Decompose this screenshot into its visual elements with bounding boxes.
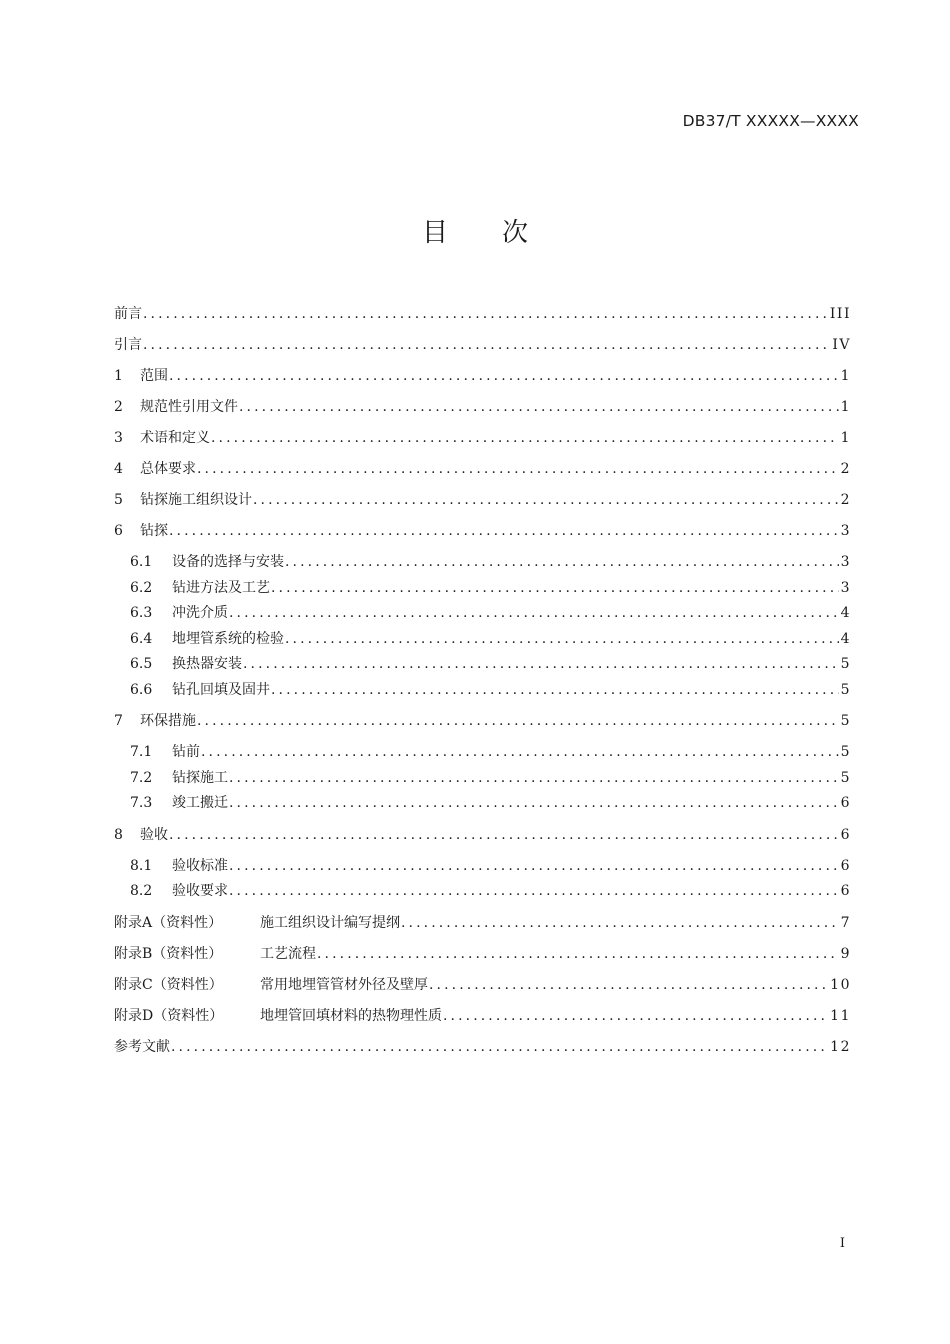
toc-entry-section-6-4[interactable]	[114, 627, 851, 653]
toc-entry-number: 5	[114, 492, 123, 508]
dot-leader	[171, 1032, 828, 1063]
toc-entry-page: 2	[840, 492, 851, 508]
toc-entry-page: 7	[840, 914, 851, 931]
toc-entry-page: 5	[840, 744, 851, 760]
toc-entry-number: 8.1	[130, 857, 153, 874]
toc-entry-page: 5	[840, 713, 851, 729]
toc-entry-number: 附录C（资料性）	[114, 976, 223, 993]
toc-entry-number: 4	[114, 461, 123, 477]
toc-entry-appendix-d[interactable]	[114, 1001, 851, 1032]
toc-entry-section-7-1[interactable]	[114, 740, 851, 766]
toc-entry-page: 6	[840, 857, 851, 874]
toc-title-char: 次	[502, 218, 529, 248]
toc-entry-title: 施工组织设计编写提纲	[260, 914, 400, 931]
toc-entry-number: 2	[114, 399, 123, 415]
toc-entry-title: 术语和定义	[140, 430, 210, 446]
toc-entry-page: 9	[840, 945, 851, 962]
toc-entry-title: 钻进方法及工艺	[172, 579, 270, 596]
dot-leader	[169, 361, 839, 392]
toc-entry-section-5[interactable]	[114, 485, 851, 516]
toc-entry-page: 11	[830, 1007, 851, 1024]
toc-entry-section-7-3[interactable]	[114, 791, 851, 817]
dot-leader	[271, 678, 839, 704]
toc-entry-number: 1	[114, 368, 123, 384]
toc-entry-title: 引言	[114, 337, 142, 353]
toc-entry-section-8-1[interactable]	[114, 854, 851, 880]
toc-entry-page: 5	[840, 656, 851, 672]
dot-leader	[317, 939, 839, 970]
toc-entry-number: 7	[114, 713, 123, 729]
dot-leader	[143, 330, 830, 361]
toc-entry-title: 验收	[140, 826, 168, 843]
toc-entry-section-6-1[interactable]	[114, 550, 851, 576]
toc-entry-title: 钻探施工	[172, 769, 228, 786]
toc-entry-page: 6	[840, 883, 851, 899]
dot-leader	[197, 706, 839, 737]
toc-entry-section-8-2[interactable]	[114, 879, 851, 905]
toc-entry-number: 7.1	[130, 744, 153, 760]
dot-leader	[201, 740, 839, 766]
toc-entry-page: 3	[840, 554, 851, 570]
toc-entry-section-8[interactable]	[114, 820, 851, 851]
toc-entry-preface[interactable]	[114, 299, 851, 330]
toc-entry-title: 地埋管回填材料的热物理性质	[260, 1007, 442, 1024]
toc-entry-page: 5	[840, 681, 851, 698]
toc-entry-page: IV	[832, 337, 851, 353]
toc-entry-section-1[interactable]	[114, 361, 851, 392]
document-code: DB37/T XXXXX—XXXX	[682, 112, 859, 130]
toc-entry-number: 6.4	[130, 630, 153, 647]
toc-entry-title: 钻探施工组织设计	[140, 492, 252, 508]
dot-leader	[229, 601, 839, 627]
toc-entry-page: 1	[840, 368, 851, 384]
toc-entry-references[interactable]	[114, 1032, 851, 1063]
toc-entry-title: 冲洗介质	[172, 605, 228, 621]
toc-title	[0, 212, 950, 249]
toc-entry-number: 6.1	[130, 554, 153, 570]
toc-entry-title: 竣工搬迁	[172, 795, 228, 811]
toc-entry-section-3[interactable]	[114, 423, 851, 454]
toc-entry-number: 8.2	[130, 883, 153, 899]
toc-entry-page: 12	[830, 1038, 851, 1055]
toc-entry-title: 环保措施	[140, 713, 196, 729]
toc-entry-appendix-b[interactable]	[114, 939, 851, 970]
toc-entry-title: 规范性引用文件	[140, 399, 238, 415]
toc-entry-page: 6	[840, 795, 851, 811]
toc-entry-title: 前言	[114, 306, 142, 322]
toc-entry-section-7[interactable]	[114, 706, 851, 737]
toc-entry-section-4[interactable]	[114, 454, 851, 485]
toc-entry-number: 6.2	[130, 579, 153, 596]
toc-entry-title: 验收要求	[172, 883, 228, 899]
toc-entry-appendix-c[interactable]	[114, 970, 851, 1001]
dot-leader	[211, 423, 839, 454]
dot-leader	[143, 299, 828, 330]
toc-entry-title: 总体要求	[140, 461, 196, 477]
toc-entry-section-6-5[interactable]	[114, 652, 851, 678]
dot-leader	[429, 970, 828, 1001]
toc-entry-page: 1	[840, 430, 851, 446]
toc-entry-title: 换热器安装	[172, 656, 242, 672]
toc-entry-title: 参考文献	[114, 1038, 170, 1055]
toc-entry-page: 1	[840, 399, 851, 415]
toc-entry-page: 2	[840, 461, 851, 477]
toc-entry-number: 6.5	[130, 656, 153, 672]
dot-leader	[169, 820, 839, 851]
toc-entry-page: 10	[830, 976, 851, 993]
toc-entry-page: 5	[840, 769, 851, 786]
page-number: I	[839, 1236, 845, 1251]
toc-entry-number: 3	[114, 430, 123, 446]
toc-entry-title: 验收标准	[172, 857, 228, 874]
dot-leader	[197, 454, 839, 485]
toc-entry-number: 附录A（资料性）	[114, 914, 223, 931]
dot-leader	[285, 627, 839, 653]
table-of-contents	[114, 299, 851, 1063]
toc-entry-title: 工艺流程	[260, 945, 316, 962]
toc-entry-section-6-6[interactable]	[114, 678, 851, 704]
toc-entry-number: 8	[114, 826, 123, 843]
toc-entry-number: 7.3	[130, 795, 153, 811]
dot-leader	[229, 791, 839, 817]
dot-leader	[253, 485, 839, 516]
toc-entry-section-6-3[interactable]	[114, 601, 851, 627]
dot-leader	[285, 550, 839, 576]
toc-entry-title: 钻探	[140, 523, 168, 539]
toc-entry-section-7-2[interactable]	[114, 766, 851, 792]
toc-entry-page: 6	[840, 826, 851, 843]
toc-entry-title: 常用地埋管管材外径及壁厚	[260, 976, 428, 993]
dot-leader	[443, 1001, 828, 1032]
toc-entry-number: 6.6	[130, 681, 153, 698]
toc-entry-number: 6.3	[130, 605, 153, 621]
toc-entry-page: 4	[840, 605, 851, 621]
dot-leader	[229, 854, 839, 880]
toc-title-char: 目	[421, 218, 448, 248]
toc-entry-page: 4	[840, 630, 851, 647]
toc-entry-number: 附录B（资料性）	[114, 945, 223, 962]
toc-entry-number: 附录D（资料性）	[114, 1007, 224, 1024]
toc-entry-title: 设备的选择与安装	[172, 554, 284, 570]
toc-entry-appendix-a[interactable]	[114, 908, 851, 939]
toc-entry-title: 范围	[140, 368, 168, 384]
toc-entry-title: 地埋管系统的检验	[172, 630, 284, 647]
dot-leader	[401, 908, 839, 939]
toc-entry-page: 3	[840, 579, 851, 596]
toc-entry-intro[interactable]	[114, 330, 851, 361]
toc-entry-section-6-2[interactable]	[114, 576, 851, 602]
toc-entry-number: 7.2	[130, 769, 153, 786]
toc-entry-section-2[interactable]	[114, 392, 851, 423]
toc-entry-page: 3	[840, 523, 851, 539]
toc-entry-title: 钻前	[172, 744, 200, 760]
toc-entry-section-6[interactable]	[114, 516, 851, 547]
dot-leader	[229, 879, 839, 905]
dot-leader	[243, 652, 839, 678]
dot-leader	[169, 516, 839, 547]
toc-entry-number: 6	[114, 523, 123, 539]
dot-leader	[239, 392, 839, 423]
dot-leader	[271, 576, 839, 602]
toc-entry-page: III	[829, 306, 851, 322]
dot-leader	[229, 766, 839, 792]
toc-entry-title: 钻孔回填及固井	[172, 681, 270, 698]
